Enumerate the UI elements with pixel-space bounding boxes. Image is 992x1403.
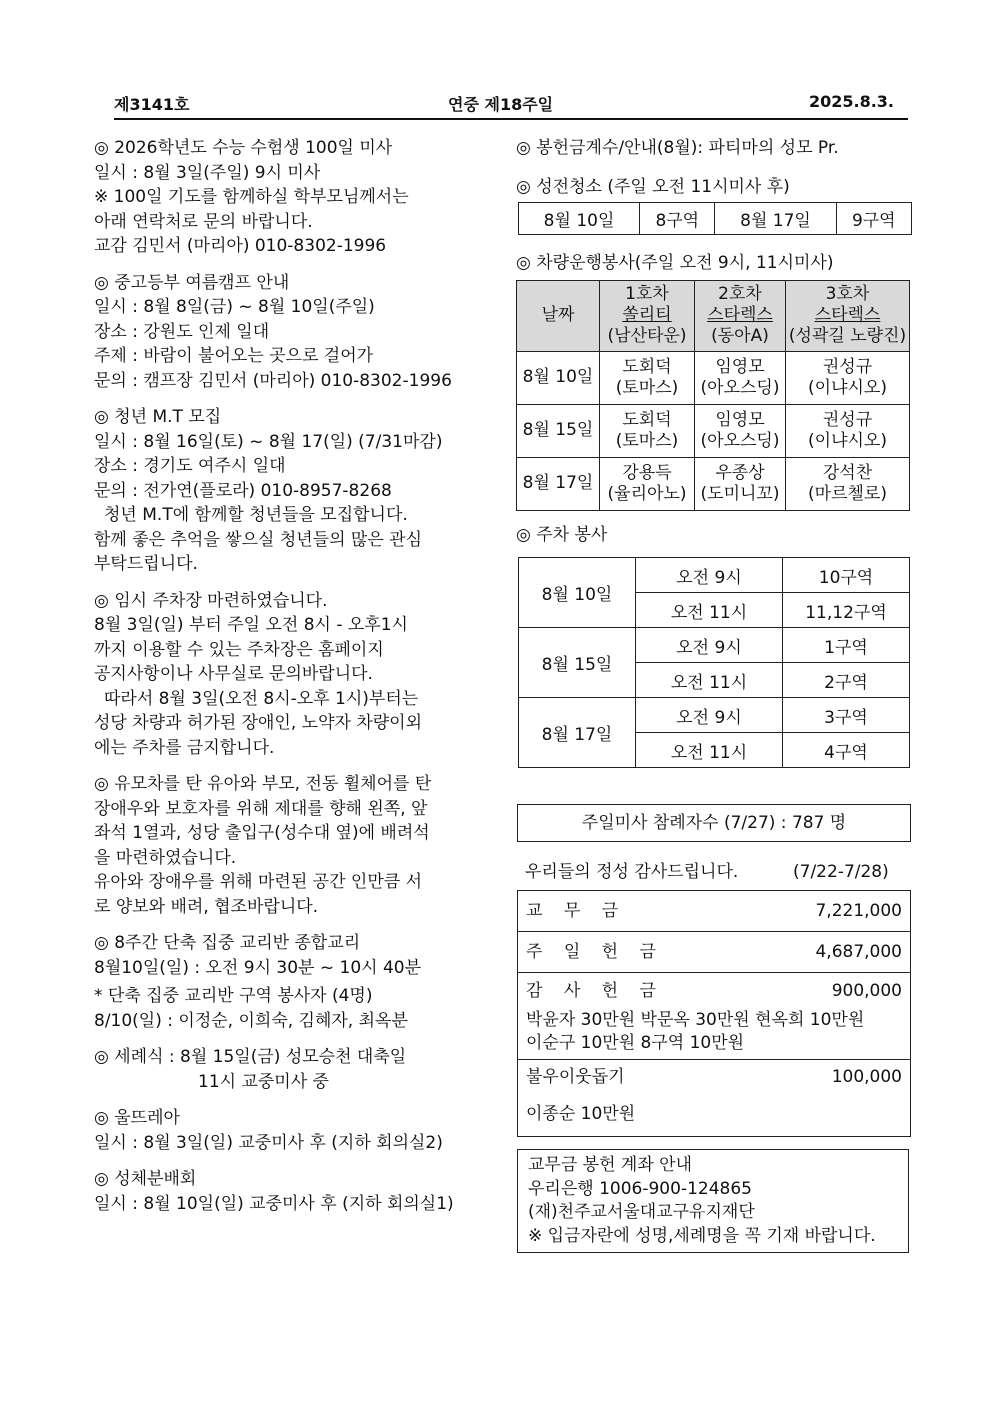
notice-line: 부탁드립니다. <box>94 554 198 574</box>
donor-line: 박윤자 30만원 박문옥 30만원 현옥희 10만원 <box>526 1010 865 1030</box>
parking-zone: 2구역 <box>783 663 910 698</box>
issue-number: 제3141호 <box>114 95 190 114</box>
driver-name: 권성규 <box>822 409 873 430</box>
finance-row-gyomu <box>518 891 910 932</box>
parking-date: 8월 15일 <box>519 628 636 698</box>
finance-label: 감 사 헌 금 <box>526 981 664 1001</box>
bulletin-header <box>114 92 908 120</box>
parking-zone: 3구역 <box>783 698 910 733</box>
notice-line: 8/10(일) : 이정순, 이희숙, 김혜자, 최옥분 <box>94 1010 408 1031</box>
driver-cell <box>695 457 786 510</box>
parking-time: 오전 9시 <box>636 558 783 593</box>
notice-line: 함께 좋은 추억을 쌓으실 청년들의 많은 관심 <box>94 529 423 550</box>
driver-name: 강용득 <box>622 462 672 483</box>
parking-date: 8월 17일 <box>519 698 636 768</box>
notice-line: * 단축 집중 교리반 구역 봉사자 (4명) <box>94 986 373 1006</box>
parking-table <box>518 557 910 768</box>
vehicle-header-date: 날짜 <box>517 280 600 351</box>
account-holder: (재)천주교서울대교구유지재단 <box>528 1202 755 1222</box>
car-route: (성곽길 노량진) <box>788 326 907 346</box>
cleaning-cell: 8월 10일 <box>519 203 640 235</box>
car-number: 3호차 <box>825 284 870 304</box>
parking-time: 오전 11시 <box>636 593 783 628</box>
driver-baptismal-name: (율리아노) <box>607 483 687 504</box>
notice-title: ◎ 세례식 : 8월 15일(금) 성모승천 대축일 <box>94 1047 407 1067</box>
finance-amount: 4,687,000 <box>815 942 902 962</box>
car-route: (동아A) <box>711 326 769 346</box>
driver-baptismal-name: (이냐시오) <box>808 377 887 398</box>
driver-cell <box>786 351 910 404</box>
donor-line: 이순구 10만원 8구역 10만원 <box>526 1033 745 1053</box>
driver-baptismal-name: (마르첼로) <box>808 483 887 504</box>
notice-line: 문의 : 캠프장 김민서 (마리아) 010-8302-1996 <box>94 370 452 391</box>
driver-cell <box>600 404 695 457</box>
thanks-period: (7/22-7/28) <box>793 862 889 882</box>
notice-line: 성당 차량과 허가된 장애인, 노약자 차량이외 <box>94 713 423 733</box>
notice-line: 8월 3일(일) 부터 주일 오전 8시 - 오후1시 <box>94 615 408 635</box>
notice-title: ◎ 8주간 단축 집중 교리반 종합교리 <box>94 933 361 953</box>
finance-box <box>517 890 911 1137</box>
vehicle-row <box>517 404 910 457</box>
vehicle-date: 8월 10일 <box>517 351 600 404</box>
notice-temp-parking <box>94 589 482 761</box>
notice-suneung-mass <box>94 136 482 259</box>
driver-name: 임영모 <box>715 356 765 377</box>
driver-cell <box>695 404 786 457</box>
driver-baptismal-name: (아오스딩) <box>700 377 780 398</box>
notice-line: 에는 주차를 금지합니다. <box>94 737 275 758</box>
finance-amount: 100,000 <box>831 1067 902 1087</box>
parking-time: 오전 11시 <box>636 663 783 698</box>
car-number: 1호차 <box>625 284 669 304</box>
vehicle-title: ◎ 차량운행봉사(주일 오전 9시, 11시미사) <box>516 253 834 273</box>
cleaning-cell: 9구역 <box>836 203 911 235</box>
notice-line: 까지 이용할 수 있는 주차장은 홈페이지 <box>94 639 384 660</box>
notice-line: 일시 : 8월 3일(주일) 9시 미사 <box>94 162 321 183</box>
bulletin-date: 2025.8.3. <box>808 92 894 111</box>
cleaning-title: ◎ 성전청소 (주일 오전 11시미사 후) <box>516 176 790 197</box>
notice-line: 8월10일(일) : 오전 9시 30분 ~ 10시 40분 <box>94 957 422 978</box>
right-column <box>516 136 912 768</box>
vehicle-row <box>517 457 910 510</box>
driver-name: 강석찬 <box>822 462 873 483</box>
driver-baptismal-name: (토마스) <box>615 430 679 451</box>
cleaning-cell: 8월 17일 <box>715 203 836 235</box>
thanks-text: 우리들의 정성 감사드립니다. <box>525 862 739 882</box>
notice-title: ◎ 중고등부 여름캠프 안내 <box>94 272 290 293</box>
vehicle-table <box>516 280 910 511</box>
finance-label: 교 무 금 <box>526 901 627 921</box>
notice-line: 일시 : 8월 8일(금) ~ 8월 10일(주일) <box>94 297 375 317</box>
vehicle-date: 8월 17일 <box>517 457 600 510</box>
car-route: (남산타운) <box>607 326 687 346</box>
car-number: 2호차 <box>718 284 762 304</box>
notice-line: 문의 : 전가연(플로라) 010-8957-8268 <box>94 480 392 501</box>
notice-title: ◎ 2026학년도 수능 수험생 100일 미사 <box>94 138 393 158</box>
notice-line: 로 양보와 배려, 협조바랍니다. <box>94 896 319 917</box>
finance-row-charity <box>518 1060 910 1136</box>
vehicle-header-car1 <box>600 280 695 351</box>
parking-time: 오전 11시 <box>636 733 783 768</box>
vehicle-header-car3 <box>786 280 910 351</box>
car-model: 스타렉스 <box>707 305 773 325</box>
parking-zone: 11,12구역 <box>783 593 910 628</box>
notice-line: 아래 연락처로 문의 바랍니다. <box>94 211 313 232</box>
thanks-line <box>525 860 895 884</box>
parking-title: ◎ 주차 봉사 <box>516 524 608 545</box>
car-model: 쏠리티 <box>622 305 672 325</box>
notice-line: 공지사항이나 사무실로 문의바랍니다. <box>94 664 373 684</box>
vehicle-date: 8월 15일 <box>517 404 600 457</box>
finance-amount: 7,221,000 <box>815 901 902 921</box>
driver-name: 도회덕 <box>622 356 672 377</box>
notice-line: 일시 : 8월 3일(일) 교중미사 후 (지하 회의실2) <box>94 1132 443 1153</box>
cleaning-cell: 8구역 <box>640 203 715 235</box>
driver-baptismal-name: (토마스) <box>615 377 679 398</box>
notice-line: ※ 100일 기도를 함께하실 학부모님께서는 <box>94 187 409 207</box>
notice-title: ◎ 울뜨레아 <box>94 1108 180 1128</box>
driver-cell <box>786 404 910 457</box>
notice-title: ◎ 성체분배회 <box>94 1169 197 1189</box>
driver-name: 도회덕 <box>622 409 672 430</box>
notice-line: 주제 : 바람이 불어오는 곳으로 걸어가 <box>94 346 374 366</box>
notice-title: ◎ 임시 주차장 마련하였습니다. <box>94 590 328 611</box>
driver-cell <box>695 351 786 404</box>
notice-line: 장애우와 보호자를 위해 제대를 향해 왼쪽, 앞 <box>94 798 428 819</box>
driver-baptismal-name: (이냐시오) <box>808 430 887 451</box>
parking-time: 오전 9시 <box>636 628 783 663</box>
notice-summer-camp <box>94 271 482 394</box>
account-bank: 우리은행 1006-900-124865 <box>528 1178 752 1199</box>
account-box <box>517 1149 909 1253</box>
notice-line: 장소 : 경기도 여주시 일대 <box>94 456 286 476</box>
driver-name: 우종상 <box>715 462 765 483</box>
vehicle-row <box>517 351 910 404</box>
notice-line: 좌석 1열과, 성당 출입구(성수대 옆)에 배려석 <box>94 823 430 843</box>
driver-baptismal-name: (도미니꼬) <box>700 483 780 504</box>
notice-youth-mt <box>94 405 482 577</box>
parking-time: 오전 9시 <box>636 698 783 733</box>
offering-counting-notice: ◎ 봉헌금계수/안내(8월): 파티마의 성모 Pr. <box>516 138 839 158</box>
finance-label: 주 일 헌 금 <box>526 942 664 962</box>
notice-line: 청년 M.T에 함께할 청년들을 모집합니다. <box>104 505 408 525</box>
driver-name: 임영모 <box>715 409 765 430</box>
notice-title: ◎ 유모차를 탄 유아와 부모, 전동 휠체어를 탄 <box>94 774 432 794</box>
notice-line: 따라서 8월 3일(오전 8시-오후 1시)부터는 <box>104 688 419 709</box>
account-title: 교무금 봉헌 계좌 안내 <box>528 1155 693 1175</box>
left-column <box>94 136 482 1228</box>
driver-cell <box>786 457 910 510</box>
notice-line: 일시 : 8월 10일(일) 교중미사 후 (지하 회의실1) <box>94 1193 454 1214</box>
finance-label: 불우이웃돕기 <box>526 1067 625 1087</box>
attendance-box: 주일미사 참례자수 (7/27) : 787 명 <box>517 804 911 842</box>
driver-cell <box>600 351 695 404</box>
vehicle-header-car2 <box>695 280 786 351</box>
cleaning-table <box>518 202 912 235</box>
finance-amount: 900,000 <box>831 981 902 1001</box>
finance-row-sunday-offering <box>518 932 910 973</box>
finance-row-thanks-offering <box>518 973 910 1060</box>
parking-zone: 10구역 <box>783 558 910 593</box>
notice-baptism <box>94 1045 482 1094</box>
notice-line: 장소 : 강원도 인제 일대 <box>94 321 270 342</box>
notice-eucharist-ministers <box>94 1167 482 1216</box>
parking-zone: 1구역 <box>783 628 910 663</box>
notice-priority-seating <box>94 772 482 919</box>
liturgical-week: 연중 제18주일 <box>448 95 554 114</box>
driver-name: 권성규 <box>822 356 873 377</box>
notice-line: 을 마련하였습니다. <box>94 847 237 868</box>
notice-ultreya <box>94 1106 482 1155</box>
parking-zone: 4구역 <box>783 733 910 768</box>
driver-cell <box>600 457 695 510</box>
account-note: ※ 입금자란에 성명,세례명을 꼭 기재 바랍니다. <box>528 1225 876 1246</box>
donor-line: 이종순 10만원 <box>526 1104 636 1124</box>
notice-line: 교감 김민서 (마리아) 010-8302-1996 <box>94 236 387 256</box>
driver-baptismal-name: (아오스딩) <box>700 430 780 451</box>
notice-line: 유아와 장애우를 위해 마련된 공간 인만큼 서 <box>94 872 423 892</box>
car-model: 스타렉스 <box>814 305 881 325</box>
notice-line: 11시 교중미사 중 <box>198 1071 329 1092</box>
notice-line: 일시 : 8월 16일(토) ~ 8월 17(일) (7/31마감) <box>94 431 443 452</box>
parking-date: 8월 10일 <box>519 558 636 628</box>
notice-title: ◎ 청년 M.T 모집 <box>94 407 222 427</box>
notice-catechism <box>94 931 482 1033</box>
